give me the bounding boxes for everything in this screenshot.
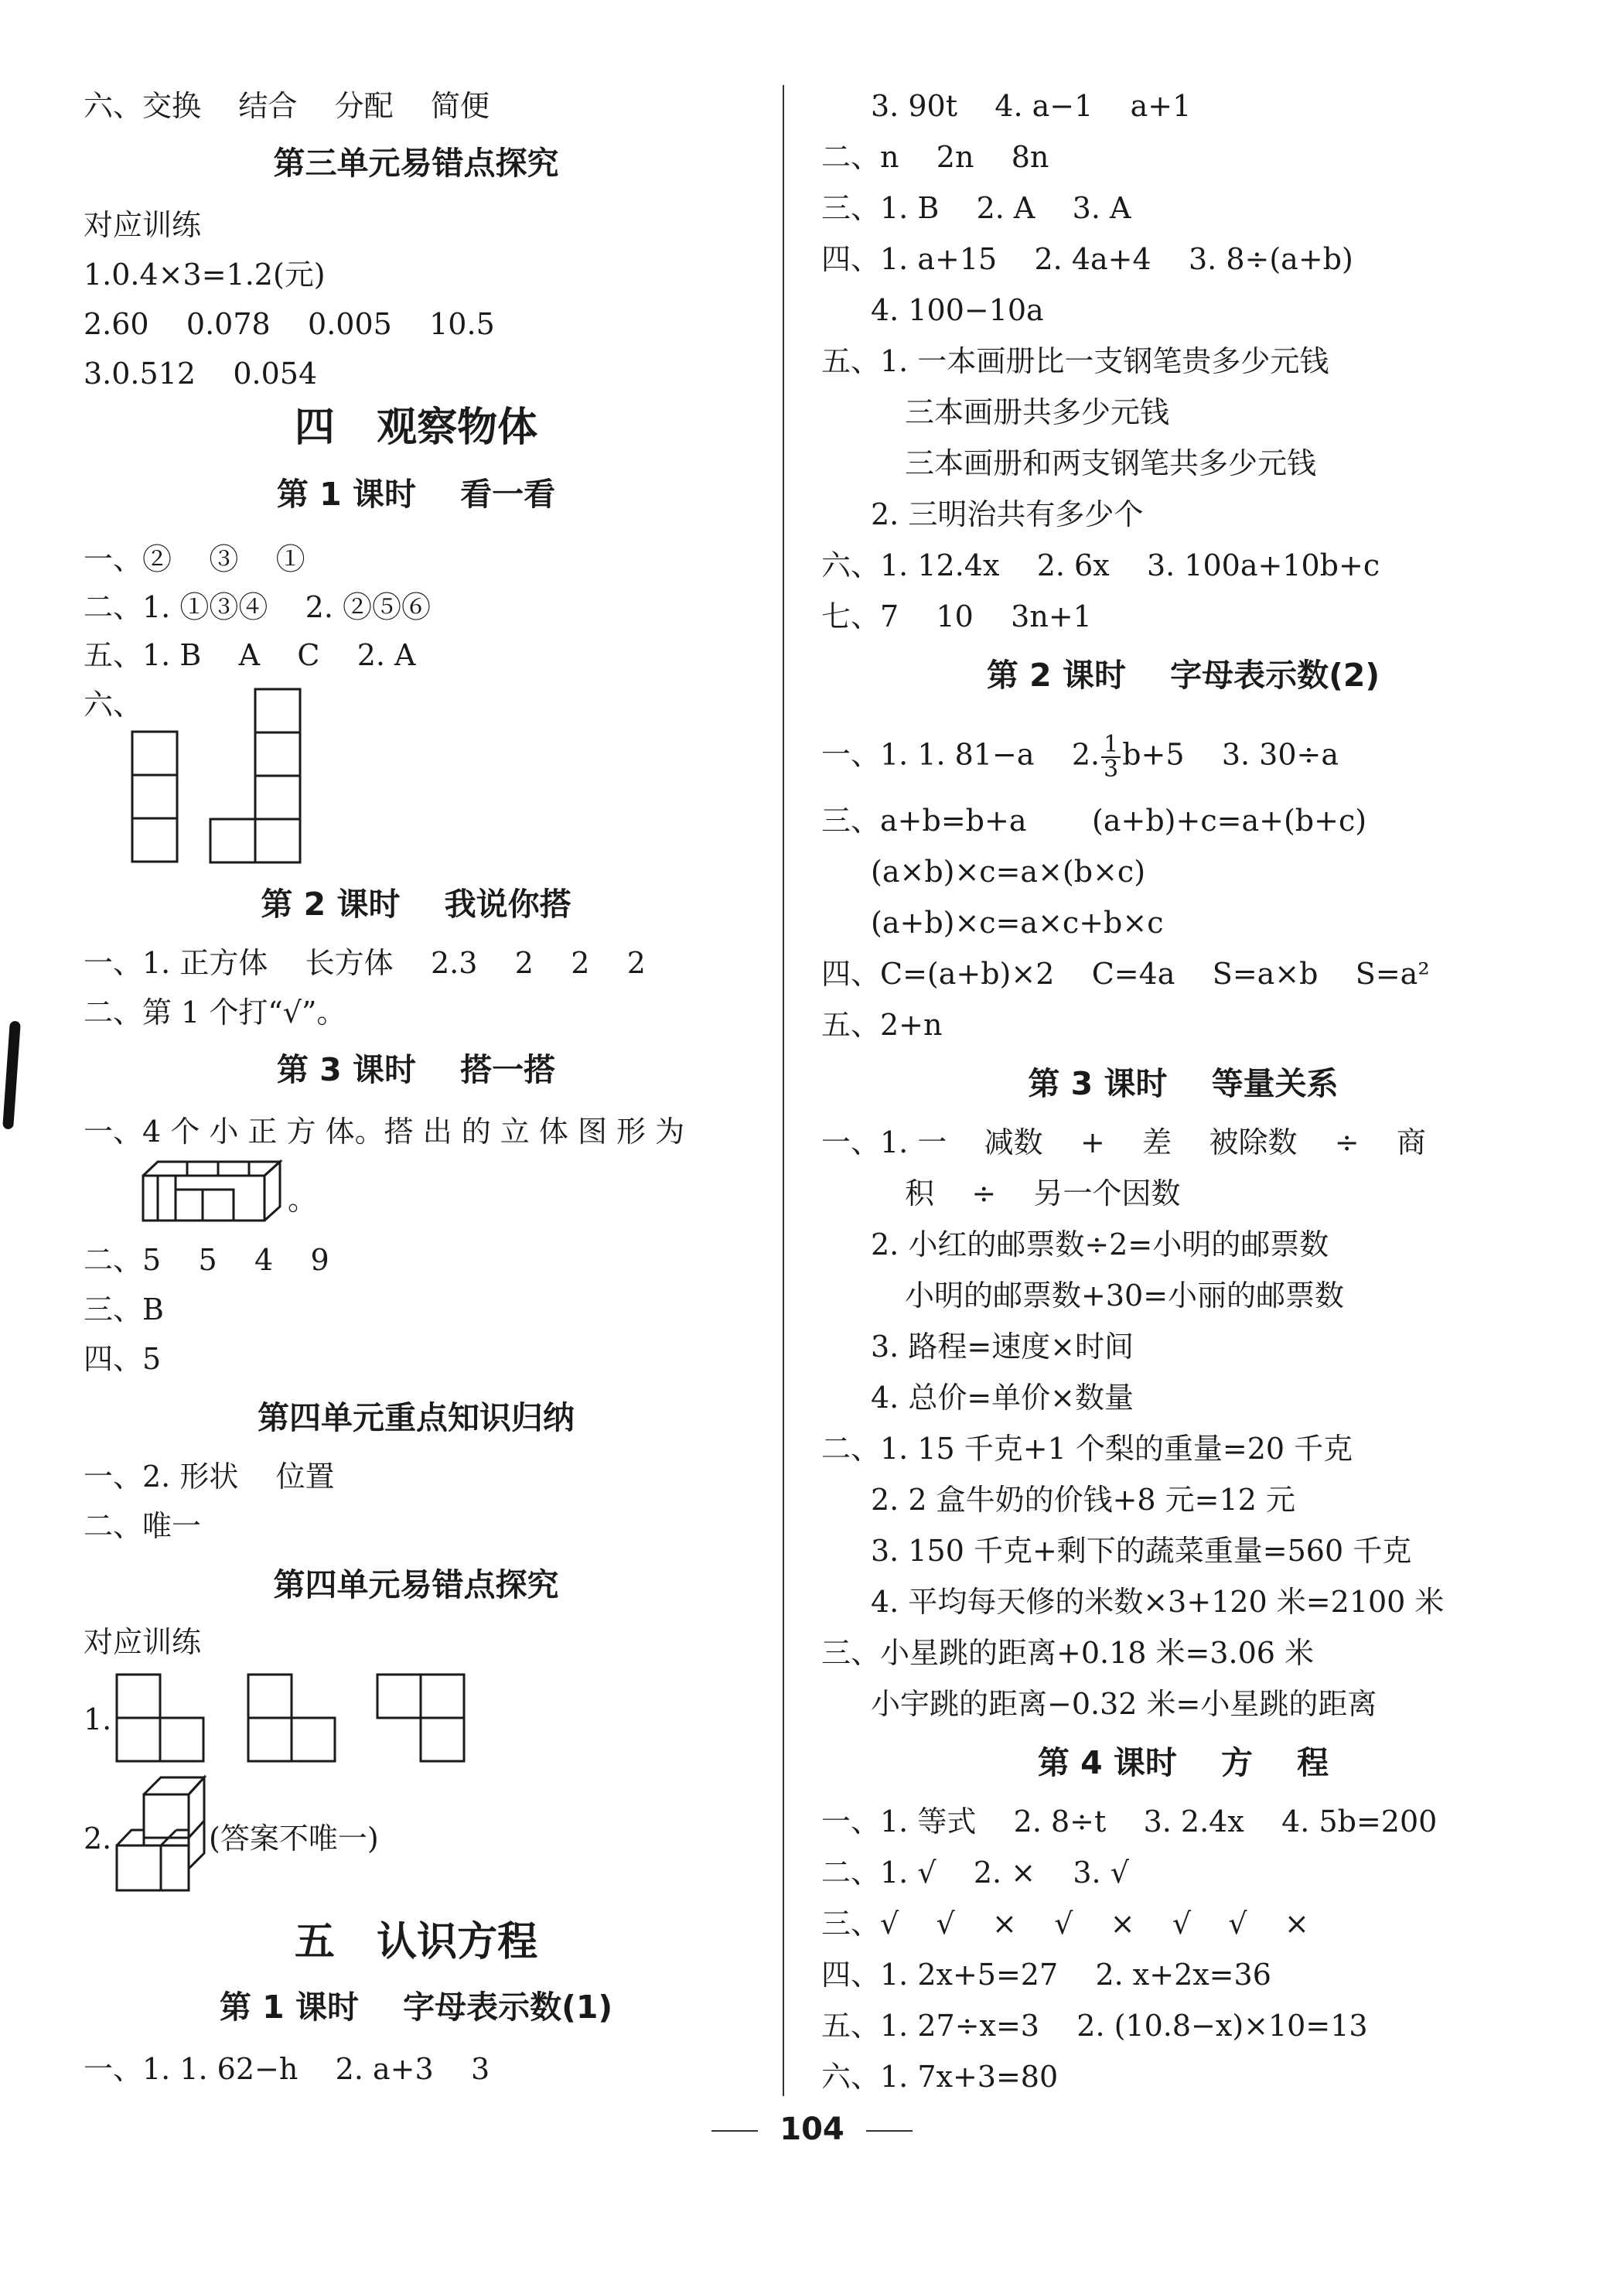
answer-line: 三、1. B 2. A 3. A <box>821 191 1131 225</box>
answer-line: 3.0.512 0.054 <box>84 357 318 391</box>
answer-line: 对应训练 <box>84 208 202 242</box>
answer-line: 二、第 1 个打“√”。 <box>84 995 346 1029</box>
answer-line: 积 ÷ 另一个因数 <box>905 1176 1181 1210</box>
fraction-numerator: 1 <box>1101 733 1121 758</box>
answer-line: 2.60 0.078 0.005 10.5 <box>84 307 495 341</box>
answer-line: 三、√ √ × √ × √ √ × <box>821 1907 1309 1941</box>
cube-structure-figure <box>114 1771 207 1895</box>
answer-line: 4. 总价=单价×数量 <box>871 1381 1134 1415</box>
answer-line: 1. <box>84 1702 112 1736</box>
answer-line: 六、交换 结合 分配 简便 <box>84 89 490 123</box>
answer-line: 小宇跳的距离−0.32 米=小星跳的距离 <box>871 1687 1377 1721</box>
answer-line: 2. <box>84 1822 112 1856</box>
answer-line: 五、1. 一本画册比一支钢笔贵多少元钱 <box>821 344 1329 378</box>
answer-line: 对应训练 <box>84 1625 202 1659</box>
answer-line: 二、唯一 <box>84 1509 202 1543</box>
unit-heading: 四 观察物体 <box>294 405 538 451</box>
answer-line: 1.0.4×3=1.2(元) <box>84 258 326 292</box>
fraction-prefix: 一、1. 1. 81−a 2. <box>821 737 1100 772</box>
answer-line: 三、B <box>84 1292 164 1326</box>
answer-line: 一、1. 1. 62−h 2. a+3 3 <box>84 2052 490 2086</box>
footer-rule-left <box>711 2130 758 2132</box>
answer-line: 二、1. √ 2. × 3. √ <box>821 1856 1129 1890</box>
answer-line: 一、4 个 小 正 方 体。搭 出 的 立 体 图 形 为 <box>84 1115 685 1149</box>
answer-line: 一、1. 正方体 长方体 2.3 2 2 2 <box>84 946 646 980</box>
answer-line: 三、a+b=b+a (a+b)+c=a+(b+c) <box>821 804 1367 838</box>
answer-line: 四、1. 2x+5=27 2. x+2x=36 <box>821 1958 1271 1992</box>
answer-line: 六、1. 7x+3=80 <box>821 2060 1059 2094</box>
answer-line: 三本画册和两支钢笔共多少元钱 <box>905 446 1317 480</box>
answer-line: 4. 100−10a <box>871 293 1044 327</box>
answer-line: 四、5 <box>84 1342 162 1376</box>
column-divider <box>783 85 784 2096</box>
answer-line: 五、1. 27÷x=3 2. (10.8−x)×10=13 <box>821 2009 1368 2043</box>
fraction-suffix: b+5 3. 30÷a <box>1122 737 1339 772</box>
answer-line: 一、② ③ ① <box>84 542 305 576</box>
answer-line: (a×b)×c=a×(b×c) <box>871 855 1146 889</box>
footer-rule-right <box>866 2130 913 2132</box>
answer-line: 五、1. B A C 2. A <box>84 638 416 672</box>
answer-line: 2. 2 盒牛奶的价钱+8 元=12 元 <box>871 1483 1295 1517</box>
lesson-heading: 第 1 课时 字母表示数(1) <box>219 1989 613 2026</box>
lesson-heading: 第 4 课时 方 程 <box>1037 1744 1329 1781</box>
answer-line: 3. 路程=速度×时间 <box>871 1330 1134 1364</box>
answer-line: 一、2. 形状 位置 <box>84 1460 335 1494</box>
answer-line: 二、1. ①③④ 2. ②⑤⑥ <box>84 590 431 624</box>
lesson-heading: 第 1 课时 看一看 <box>276 476 556 513</box>
answer-line: 六、1. 12.4x 2. 6x 3. 100a+10b+c <box>821 548 1380 582</box>
answer-line: 四、1. a+15 2. 4a+4 3. 8÷(a+b) <box>821 242 1353 276</box>
answer-line: 一、1. 一 减数 + 差 被除数 ÷ 商 <box>821 1125 1426 1159</box>
section-heading: 第四单元重点知识归纳 <box>258 1399 575 1436</box>
lesson-heading: 第 3 课时 等量关系 <box>1028 1065 1339 1102</box>
isometric-cubes-figure <box>141 1159 295 1225</box>
scan-mark <box>2 1021 21 1130</box>
lesson-heading: 第 2 课时 我说你搭 <box>261 886 571 923</box>
answer-line: 。 <box>288 1183 318 1217</box>
views-figure <box>114 1672 478 1767</box>
answer-line: 一、1. 等式 2. 8÷t 3. 2.4x 4. 5b=200 <box>821 1804 1438 1839</box>
unit-heading: 五 认识方程 <box>294 1919 538 1965</box>
answer-line: 二、5 5 4 9 <box>84 1243 329 1277</box>
answer-line: 2. 三明治共有多少个 <box>871 497 1144 531</box>
answer-line: 3. 90t 4. a−1 a+1 <box>871 89 1192 123</box>
answer-line: 3. 150 千克+剩下的蔬菜重量=560 千克 <box>871 1534 1412 1568</box>
lesson-heading: 第 3 课时 搭一搭 <box>276 1051 556 1088</box>
answer-line: (a+b)×c=a×c+b×c <box>871 906 1164 940</box>
answer-line: 七、7 10 3n+1 <box>821 599 1092 633</box>
answer-line: 4. 平均每天修的米数×3+120 米=2100 米 <box>871 1585 1445 1619</box>
answer-line: 小明的邮票数+30=小丽的邮票数 <box>905 1279 1345 1313</box>
page-number: 104 <box>780 2112 844 2147</box>
answer-line: 二、n 2n 8n <box>821 140 1049 174</box>
fraction-denominator: 3 <box>1104 756 1119 783</box>
section-heading: 第三单元易错点探究 <box>273 145 559 182</box>
section-heading: 第四单元易错点探究 <box>273 1566 559 1603</box>
answer-line: 四、C=(a+b)×2 C=4a S=a×b S=a² <box>821 957 1430 991</box>
answer-line: (答案不唯一) <box>209 1822 379 1856</box>
answer-line: 2. 小红的邮票数÷2=小明的邮票数 <box>871 1227 1329 1262</box>
fraction <box>1101 733 1121 781</box>
lesson-heading: 第 2 课时 字母表示数(2) <box>986 657 1380 694</box>
answer-line: 五、2+n <box>821 1008 943 1042</box>
answer-line: 三本画册共多少元钱 <box>905 395 1170 429</box>
answer-line: 二、1. 15 千克+1 个梨的重量=20 千克 <box>821 1432 1353 1466</box>
answer-line: 六、 <box>84 688 143 722</box>
cube-stack-figure <box>130 687 316 865</box>
answer-line-fraction <box>821 733 1339 781</box>
answer-line: 三、小星跳的距离+0.18 米=3.06 米 <box>821 1636 1315 1670</box>
